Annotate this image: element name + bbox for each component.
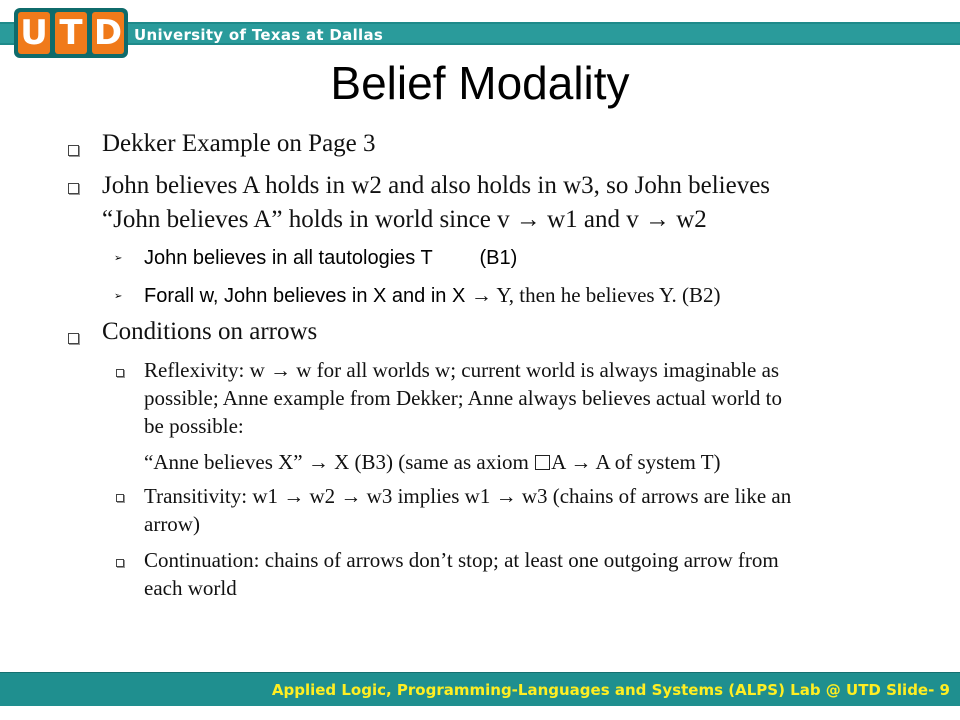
- bullet-conditions-on-arrows: Conditions on arrows: [102, 318, 318, 345]
- reflexivity-line3: be possible:: [144, 414, 244, 438]
- logo-letter-u: U: [18, 12, 50, 54]
- university-name: University of Texas at Dallas: [134, 26, 384, 44]
- logo-letter-d: D: [93, 13, 123, 53]
- small-square-bullet-icon: [116, 494, 124, 502]
- reflexivity-anne-formula: [144, 448, 721, 476]
- sub-bullet-forall: [144, 282, 721, 310]
- utd-logo: [14, 8, 128, 58]
- continuation-line2: each world: [144, 576, 237, 600]
- small-square-bullet-icon: [116, 369, 124, 377]
- anne-formula-part1: “Anne believes X” → X (B3) (same as axiom: [144, 450, 535, 474]
- square-bullet-icon: [68, 145, 79, 156]
- bullet-john-believes-line2: “John believes A” holds in world since v → w1 and v → w2: [102, 206, 707, 233]
- tautologies-text: John believes in all tautologies T: [144, 247, 433, 269]
- slide-title: Belief Modality: [330, 57, 630, 109]
- anne-formula-part2: A → A of system T): [551, 450, 721, 474]
- reflexivity-line2: possible; Anne example from Dekker; Anne always believes actual world to: [144, 386, 782, 410]
- logo-letter-t: T: [55, 12, 87, 54]
- square-bullet-icon: [68, 333, 79, 344]
- small-square-bullet-icon: [116, 559, 124, 567]
- transitivity-line2: arrow): [144, 512, 200, 536]
- reflexivity-line1: Reflexivity: w → w for all worlds w; current world is always imaginable as: [144, 358, 780, 382]
- tautologies-tag: (B1): [479, 247, 518, 269]
- bullet-dekker-example: Dekker Example on Page 3: [102, 130, 376, 157]
- box-operator-icon: [535, 455, 550, 470]
- square-bullet-icon: [68, 183, 79, 194]
- arrow-bullet-icon: ➢: [114, 253, 123, 264]
- arrow-bullet-icon: ➢: [114, 291, 123, 302]
- continuation-line1: Continuation: chains of arrows don’t stop; at least one outgoing arrow from: [144, 548, 779, 572]
- forall-serif-text: → Y, then he believes Y. (B2): [470, 283, 721, 307]
- transitivity-line1: Transitivity: w1 → w2 → w3 implies w1 → w3 (chains of arrows are like an: [144, 484, 792, 508]
- sub-bullet-tautologies: [144, 245, 517, 272]
- forall-sans-text: Forall w, John believes in X and in X: [144, 285, 471, 307]
- bullet-john-believes-line1: John believes A holds in w2 and also holds in w3, so John believes: [102, 172, 771, 199]
- footer-lab-slide-number: Applied Logic, Programming-Languages and Systems (ALPS) Lab @ UTD Slide- 9: [271, 681, 950, 699]
- footer-band: [0, 672, 960, 706]
